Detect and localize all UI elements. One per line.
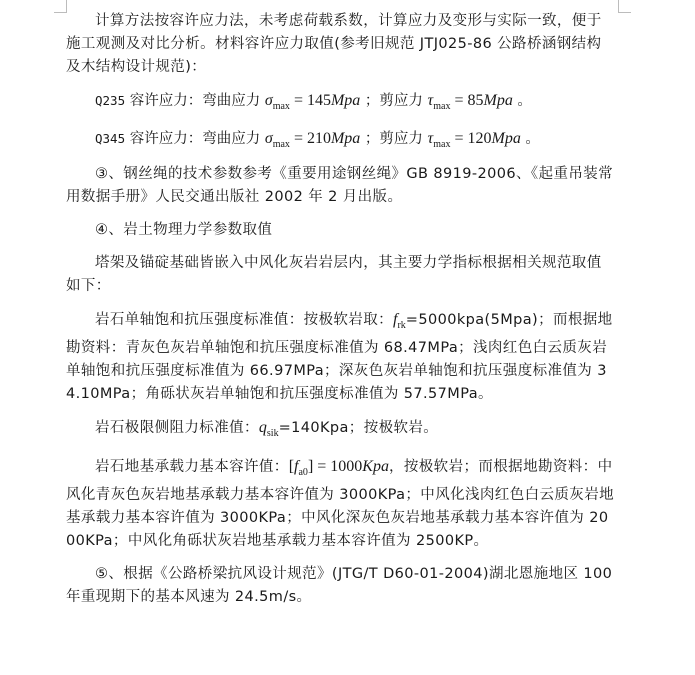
paragraph-uniaxial-compressive-strength: 岩石单轴饱和抗压强度标准值：按极软岩取：$f_{rk}=5000kpa(5Mpa)$；而根据地勘资料：青灰色灰岩单轴饱和抗压强度标准值为 68.47MPa；浅肉红色白云质灰岩单轴饱和抗压强度标准值为 66.97MPa；深灰色灰岩单轴饱和抗压强度标准值为 34.10MPa；角砾状灰岩单轴饱和抗压强度标准值为 57.57MPa。 [66, 311, 613, 402]
paragraph-basic-wind-speed: ⑤、根据《公路桥梁抗风设计规范》(JTG/T D60-01-2004)湖北恩施地区 100 年重现期下的基本风速为 24.5m/s。 [66, 566, 613, 605]
allowable-stress-label: 容许应力：弯曲应力 [125, 131, 265, 147]
heading-geotechnical-parameters: ④、岩土物理力学参数取值 [95, 222, 273, 238]
paragraph-wire-rope-reference: ③、钢丝绳的技术参数参考《重要用途钢丝绳》GB 8919-2006、《起重吊装常用数据手册》人民交通出版社 2002 年 2 月出版。 [66, 166, 614, 205]
fa0-formula: $[f_{a0}] = 1000Kpa$ [288, 458, 389, 478]
frk-symbol: $f_{rk}$ [393, 311, 406, 331]
q235-allowable-stress-line: Q235 容许应力：弯曲应力 $\sigma_{max} = 145Mpa$ ；剪应力 $\tau_{max} = 85Mpa$ 。 [95, 92, 532, 112]
paragraph-side-resistance: 岩石极限侧阻力标准值：$q_{sik}=140Kpa$；按极软岩。 [95, 419, 439, 439]
page-corner-mark-top-right [618, 0, 631, 13]
paragraph-calculation-method: 计算方法按容许应力法，未考虑荷载系数，计算应力及变形与实际一致，便于施工观测及对比分析。材料容许应力取值(参考旧规范 JTJ025-86 公路桥涵钢结构及木结构设计规范)： [66, 13, 602, 75]
shear-stress-label: ；剪应力 [360, 93, 428, 109]
bending-stress-formula: $\sigma_{max} = 145Mpa$ [264, 92, 361, 112]
bending-stress-formula: $\sigma_{max} = 210Mpa$ [264, 130, 361, 150]
paragraph-bearing-capacity: 岩石地基承载力基本容许值：$[f_{a0}] = 1000Kpa$，按极软岩；而根据地勘资料：中风化青灰色灰岩地基承载力基本容许值为 3000KPa；中风化浅肉红色白云质灰岩地基承载力基本容许值为 3000KPa；中风化深灰色灰岩地基承载力基本容许值为 2000KPa；中风化角砾状灰岩地基承载力基本容许值为 2500KP。 [66, 458, 614, 549]
shear-stress-label: ；剪应力 [360, 131, 428, 147]
paragraph-foundation-embedding: 塔架及锚碇基础皆嵌入中风化灰岩岩层内，其主要力学指标根据相关规范取值如下： [66, 255, 602, 294]
allowable-stress-label: 容许应力：弯曲应力 [125, 93, 265, 109]
steel-grade-label: Q345 [95, 131, 126, 146]
steel-grade-label: Q235 [95, 93, 126, 108]
shear-stress-formula: $\tau_{max} = 85Mpa$ [427, 92, 513, 112]
document-body [66, 10, 616, 609]
qsik-symbol: $q_{sik}$ [258, 419, 279, 439]
q345-allowable-stress-line: Q345 容许应力：弯曲应力 $\sigma_{max} = 210Mpa$ ；剪应力 $\tau_{max} = 120Mpa$ 。 [95, 130, 540, 150]
shear-stress-formula: $\tau_{max} = 120Mpa$ [427, 130, 521, 150]
